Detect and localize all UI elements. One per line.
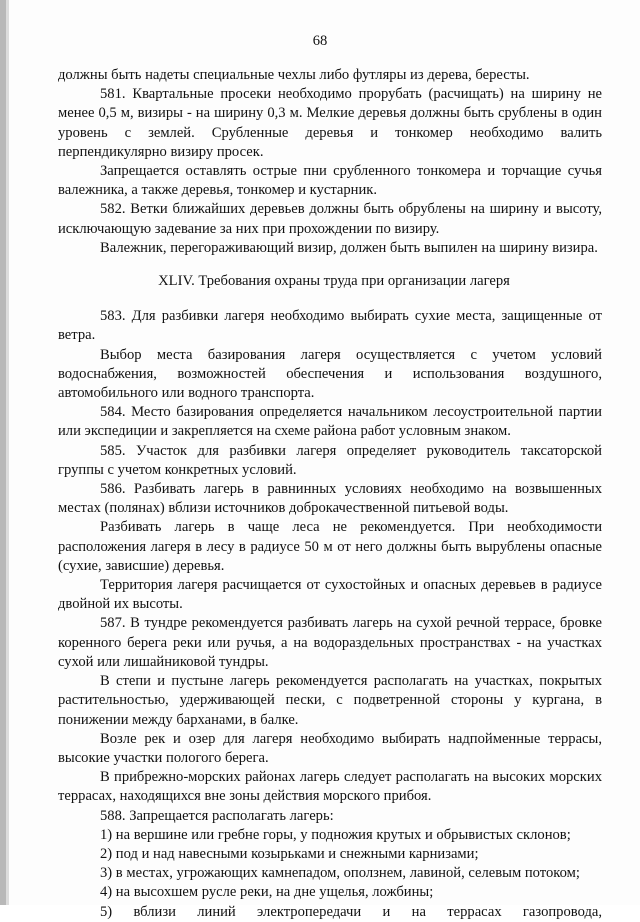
page-number: 68 xyxy=(312,33,328,49)
paragraph: 584. Место базирования определяется начальником лесоустроительной партии или экспедиции и закрепляется на схеме района работ условным знаком. xyxy=(58,404,602,440)
paragraph: Валежник, перегораживающий визир, должен быть выпилен на ширину визира. xyxy=(100,239,598,256)
paragraph: Возле рек и озер для лагеря необходимо выбирать надпойменные террасы, высокие участки пологого берега. xyxy=(58,730,602,766)
list-item: 4) на высохшем русле реки, на дне ущелья, ложбины; xyxy=(100,884,434,901)
paragraph: 588. Запрещается располагать лагерь: xyxy=(100,807,334,824)
section-heading: XLIV. Требования охраны труда при организации лагеря xyxy=(158,273,510,290)
paragraph: 585. Участок для разбивки лагеря определяет руководитель таксаторской группы с учетом конкретных условий. xyxy=(58,442,602,478)
document-body xyxy=(58,66,602,922)
paragraph: Территория лагеря расчищается от сухостойных и опасных деревьев в радиусе двойной их высоты. xyxy=(58,577,602,613)
paragraph: Разбивать лагерь в чаще леса не рекомендуется. При необходимости расположения лагеря в лесу в радиусе 50 м от него должны быть вырублены опасные (сухие, зависшие) деревья. xyxy=(58,519,602,574)
paragraph: 587. В тундре рекомендуется разбивать лагерь на сухой речной террасе, бровке коренного берега реки или ручья, а на водораздельных пространствах - на участках сухой или лишайниковой тундры. xyxy=(58,615,602,670)
paragraph: 582. Ветки ближайших деревьев должны быть обрублены на ширину и высоту, исключающую задевание за них при прохождении по визиру. xyxy=(58,201,602,237)
paragraph: В прибрежно-морских районах лагерь следует располагать на высоких морских террасах, находящихся вне зоны действия морского прибоя. xyxy=(58,769,602,805)
list-item: 5) вблизи линий электропередачи и на террасах газопровода, xyxy=(100,903,602,920)
list-item: 3) в местах, угрожающих камнепадом, оползнем, лавиной, селевым потоком; xyxy=(100,865,580,882)
paragraph: должны быть надеты специальные чехлы либо футляры из дерева, бересты. xyxy=(58,67,530,83)
paragraph: 581. Квартальные просеки необходимо прорубать (расчищать) на ширину не менее 0,5 м, визиры - на ширину 0,3 м. Мелкие деревья должны быть срублены в один уровень с землей. Срубленные деревья и тонкомер необходимо валить перпендикулярно визиру просек. xyxy=(58,86,602,160)
paragraph: 583. Для разбивки лагеря необходимо выбирать сухие места, защищенные от ветра. xyxy=(58,308,602,344)
list-item: 1) на вершине или гребне горы, у подножия крутых и обрывистых склонов; xyxy=(100,826,571,843)
list-item: 2) под и над навесными козырьками и снежными карнизами; xyxy=(100,845,479,862)
paragraph: В степи и пустыне лагерь рекомендуется располагать на участках, покрытых растительностью, удерживающей пески, с подветренной стороны у кургана, в понижении между барханами, в балке. xyxy=(58,673,602,728)
paragraph: Выбор места базирования лагеря осуществляется с учетом условий водоснабжения, возможностей обеспечения и использования воздушного, автомобильного или водного транспорта. xyxy=(58,346,602,402)
scan-left-edge-shadow xyxy=(6,0,9,905)
paragraph: 586. Разбивать лагерь в равнинных условиях необходимо на возвышенных местах (полянах) вблизи источников доброкачественной питьевой воды. xyxy=(58,481,602,517)
paragraph: Запрещается оставлять острые пни срубленного тонкомера и торчащие сучья валежника, а также деревья, тонкомер и кустарник. xyxy=(58,163,602,199)
